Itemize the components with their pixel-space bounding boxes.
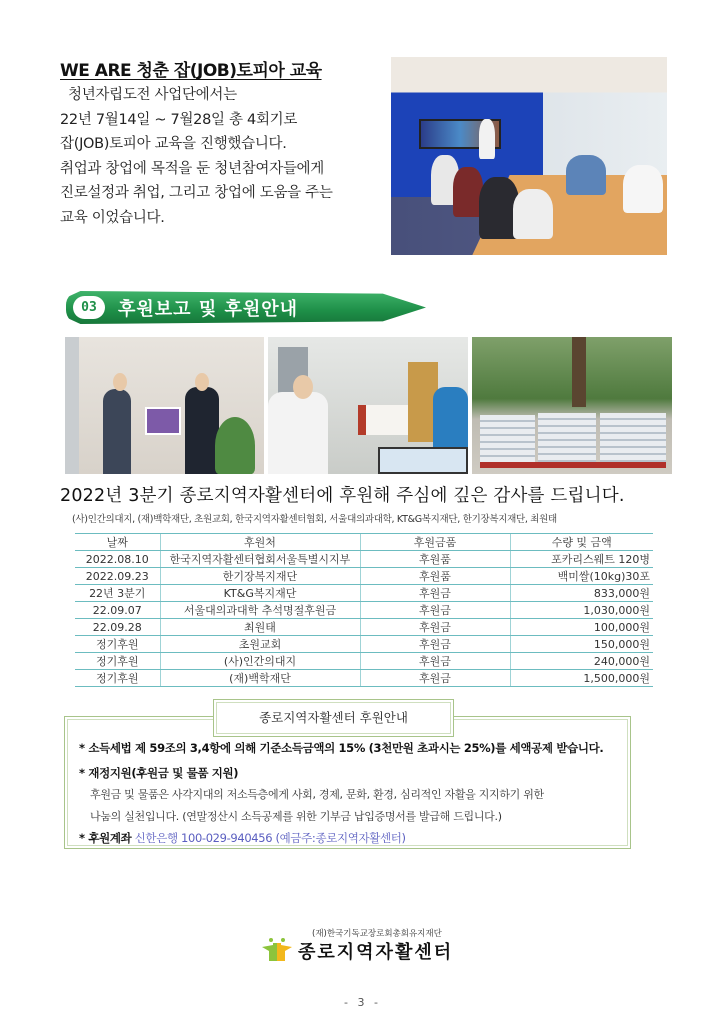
education-session-photo <box>391 57 667 255</box>
donation-plaque-photo <box>65 337 264 474</box>
cell-amount: 150,000원 <box>510 636 653 653</box>
cell-type: 후원품 <box>360 551 510 568</box>
cell-donor: 최원태 <box>160 619 360 636</box>
support-desc-line: 나눔의 실천입니다. (연말정산시 소득공제를 위한 기부금 납입증명서를 발급해 드립니다.) <box>90 810 502 823</box>
page-number: - 3 - <box>344 996 381 1009</box>
body-line: 잡(JOB)토피아 교육을 진행했습니다. <box>60 136 287 152</box>
donation-table <box>75 533 653 687</box>
account-number: 신한은행 100-029-940456 (예금주:종로지역자활센터) <box>134 831 406 845</box>
org-logo <box>262 927 472 967</box>
thanks-heading: 2022년 3분기 종로지역자활센터에 후원해 주심에 깊은 감사를 드립니다. <box>60 486 625 506</box>
cell-amount: 240,000원 <box>510 653 653 670</box>
cell-donor: KT&G복지재단 <box>160 585 360 602</box>
support-desc-line: 후원금 및 물품은 사각지대의 저소득층에게 사회, 경제, 문화, 환경, 심리적인 자활을 지지하기 위한 <box>90 788 544 801</box>
support-heading: * 재정지원(후원금 및 물품 지원) <box>79 766 239 780</box>
table-header-row <box>75 534 653 551</box>
cell-donor: 한기장복지재단 <box>160 568 360 585</box>
table-row <box>75 653 653 670</box>
body-line: 22년 7월14일 ~ 7월28일 총 4회기로 <box>60 111 298 128</box>
header-amount: 수량 및 금액 <box>510 534 653 551</box>
cell-donor: (사)인간의대지 <box>160 653 360 670</box>
table-row <box>75 551 653 568</box>
cell-date: 22.09.07 <box>75 602 160 619</box>
cell-type: 후원금 <box>360 602 510 619</box>
center-name: 종로지역자활센터 <box>298 942 454 963</box>
cell-date: 22.09.28 <box>75 619 160 636</box>
body-line: 취업과 창업에 목적을 둔 청년참여자들에게 <box>60 160 324 177</box>
account-label: * 후원계좌 <box>79 831 132 845</box>
sprout-logo-icon <box>262 937 292 961</box>
cell-amount: 1,030,000원 <box>510 602 653 619</box>
table-row <box>75 636 653 653</box>
banner-label: 후원보고 및 후원안내 <box>118 299 299 320</box>
cell-type: 후원금 <box>360 636 510 653</box>
cell-donor: 서울대의과대학 추석명절후원금 <box>160 602 360 619</box>
body-line: 교육 이었습니다. <box>60 209 165 226</box>
cell-date: 22년 3분기 <box>75 585 160 602</box>
cell-donor: (재)백학재단 <box>160 670 360 687</box>
body-line: 진로설정과 취업, 그리고 창업에 도움을 주는 <box>60 185 333 201</box>
cell-date: 2022.08.10 <box>75 551 160 568</box>
tax-deduction-note: * 소득세법 제 59조의 3,4항에 의해 기준소득금액의 15% (3천만원 초과시는 25%)를 세액공제 받습니다. <box>79 741 604 755</box>
info-box-title: 종로지역자활센터 후원안내 <box>213 699 454 737</box>
section-number-badge: 03 <box>73 296 105 319</box>
cell-amount: 포카리스웨트 120병 <box>510 551 653 568</box>
cell-type: 후원금 <box>360 670 510 687</box>
cell-date: 정기후원 <box>75 636 160 653</box>
rice-bag-handover-photo <box>268 337 468 474</box>
rice-pallets-photo <box>472 337 672 474</box>
cell-date: 2022.09.23 <box>75 568 160 585</box>
section-title-job-topia: WE ARE 청춘 잡(JOB)토피아 교육 <box>60 61 322 81</box>
cell-type: 후원금 <box>360 585 510 602</box>
cell-amount: 100,000원 <box>510 619 653 636</box>
table-row <box>75 585 653 602</box>
section-body <box>60 83 390 230</box>
header-date: 날짜 <box>75 534 160 551</box>
table-row <box>75 670 653 687</box>
cell-donor: 한국지역자활센터협회서울특별시지부 <box>160 551 360 568</box>
table-row <box>75 568 653 585</box>
cell-amount: 백미쌀(10kg)30포 <box>510 568 653 585</box>
table-row <box>75 602 653 619</box>
cell-date: 정기후원 <box>75 653 160 670</box>
body-line: 청년자립도전 사업단에서는 <box>68 87 237 103</box>
section-banner <box>66 291 426 324</box>
cell-amount: 833,000원 <box>510 585 653 602</box>
table-row <box>75 619 653 636</box>
donor-list: (사)인간의대지, (재)백학재단, 초원교회, 한국지역자활센터협회, 서울대의과대학, KT&G복지재단, 한기장복지재단, 최원태 <box>72 514 557 525</box>
parent-org-name: (재)한국기독교장로회총회유지재단 <box>312 929 442 939</box>
cell-type: 후원금 <box>360 619 510 636</box>
cell-type: 후원금 <box>360 653 510 670</box>
cell-donor: 초원교회 <box>160 636 360 653</box>
cell-type: 후원품 <box>360 568 510 585</box>
cell-date: 정기후원 <box>75 670 160 687</box>
header-donor: 후원처 <box>160 534 360 551</box>
cell-amount: 1,500,000원 <box>510 670 653 687</box>
header-type: 후원금품 <box>360 534 510 551</box>
account-line <box>79 830 406 846</box>
